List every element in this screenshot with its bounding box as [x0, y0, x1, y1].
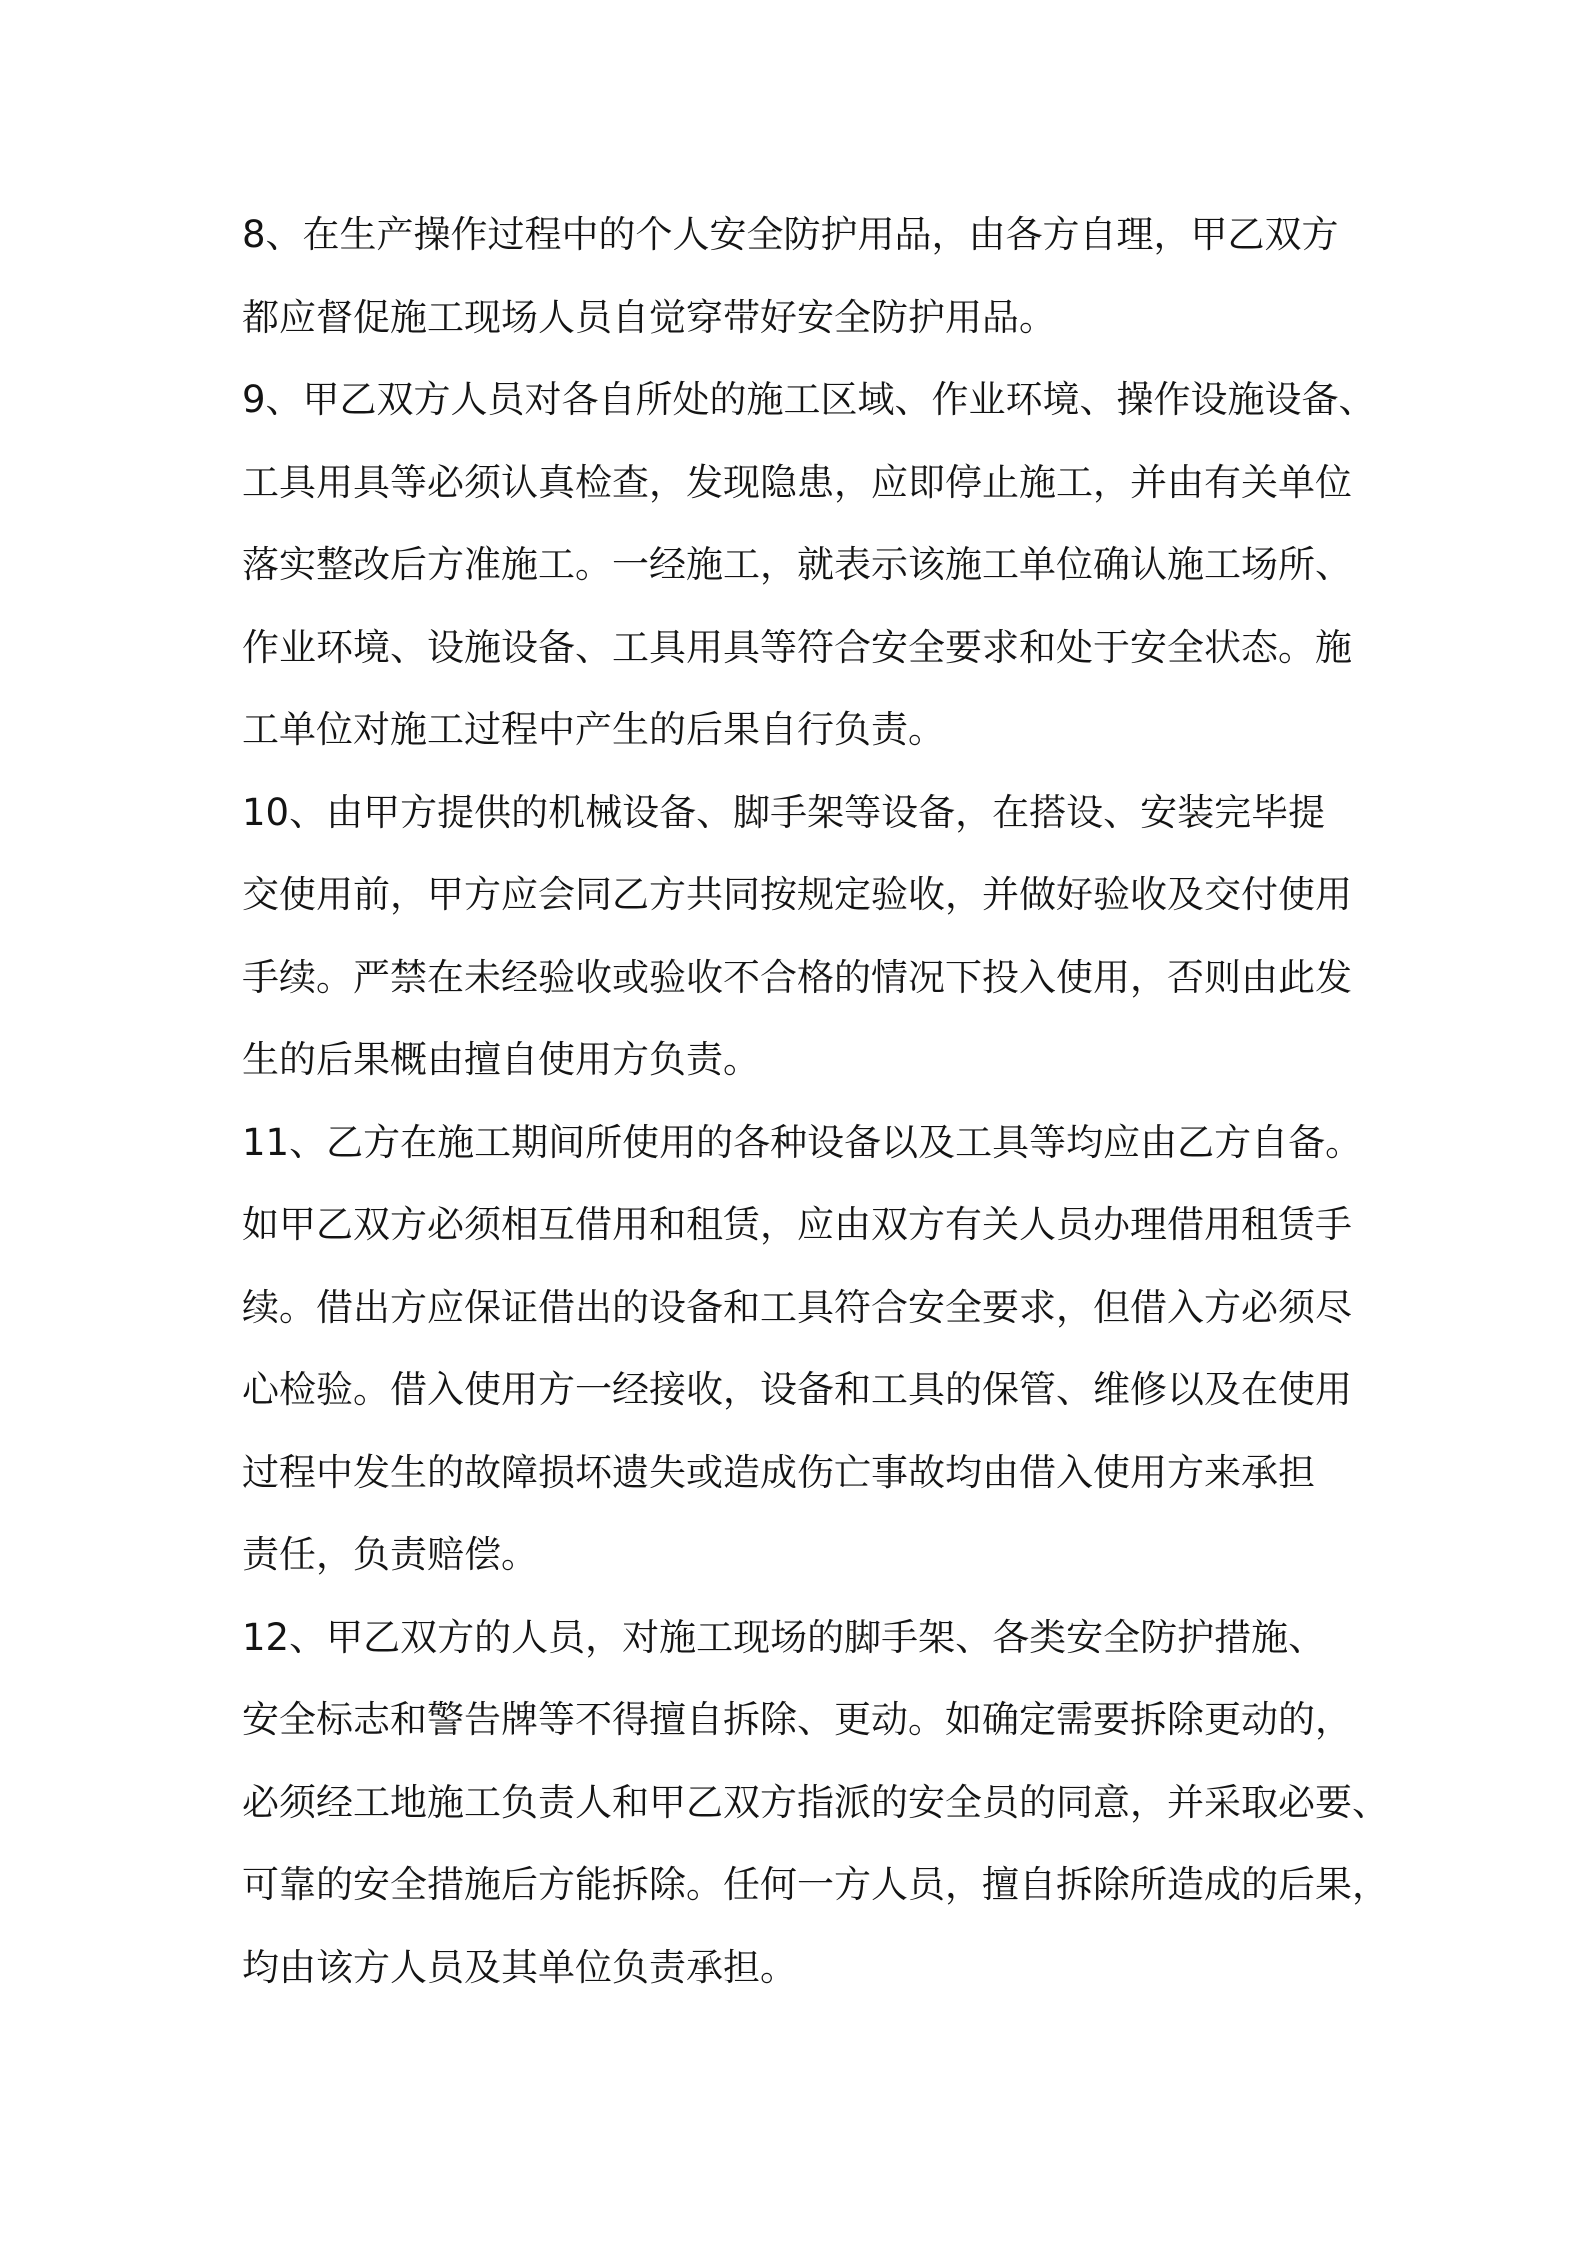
text-line: 8、在生产操作过程中的个人安全防护用品，由各方自理，甲乙双方: [242, 213, 1339, 256]
document-body: [242, 194, 1389, 2009]
text-line: 心检验。借入使用方一经接收，设备和工具的保管、维修以及在使用: [242, 1368, 1352, 1411]
text-line: 10、由甲方提供的机械设备、脚手架等设备，在搭设、安装完毕提: [242, 790, 1326, 834]
text-line: 如甲乙双方必须相互借用和租赁，应由双方有关人员办理借用租赁手: [242, 1203, 1352, 1246]
text-line: 必须经工地施工负责人和甲乙双方指派的安全员的同意，并采取必要、: [242, 1780, 1389, 1824]
text-line: 落实整改后方准施工。一经施工，就表示该施工单位确认施工场所、: [242, 543, 1352, 586]
text-line: 安全标志和警告牌等不得擅自拆除、更动。如确定需要拆除更动的，: [242, 1698, 1352, 1741]
text-line: 11、乙方在施工期间所使用的各种设备以及工具等均应由乙方自备。: [242, 1120, 1363, 1164]
text-line: 工单位对施工过程中产生的后果自行负责。: [242, 708, 945, 751]
text-line: 可靠的安全措施后方能拆除。任何一方人员，擅自拆除所造成的后果，: [242, 1863, 1389, 1906]
text-line: 12、甲乙双方的人员，对施工现场的脚手架、各类安全防护措施、: [242, 1615, 1326, 1659]
text-line: 工具用具等必须认真检查，发现隐患，应即停止施工，并由有关单位: [242, 460, 1352, 504]
text-line: 生的后果概由擅自使用方负责。: [242, 1038, 760, 1081]
text-line: 9、甲乙双方人员对各自所处的施工区域、作业环境、操作设施设备、: [242, 378, 1376, 421]
text-line: 交使用前，甲方应会同乙方共同按规定验收，并做好验收及交付使用: [242, 873, 1352, 916]
text-line: 作业环境、设施设备、工具用具等符合安全要求和处于安全状态。施: [242, 625, 1352, 669]
text-line: 责任，负责赔偿。: [242, 1533, 538, 1576]
text-line: 都应督促施工现场人员自觉穿带好安全防护用品。: [242, 295, 1056, 339]
text-line: 续。借出方应保证借出的设备和工具符合安全要求，但借入方必须尽: [242, 1285, 1352, 1329]
text-line: 均由该方人员及其单位负责承担。: [242, 1945, 797, 1989]
text-line: 手续。严禁在未经验收或验收不合格的情况下投入使用，否则由此发: [242, 955, 1352, 999]
text-line: 过程中发生的故障损坏遗失或造成伤亡事故均由借入使用方来承担: [242, 1450, 1315, 1494]
